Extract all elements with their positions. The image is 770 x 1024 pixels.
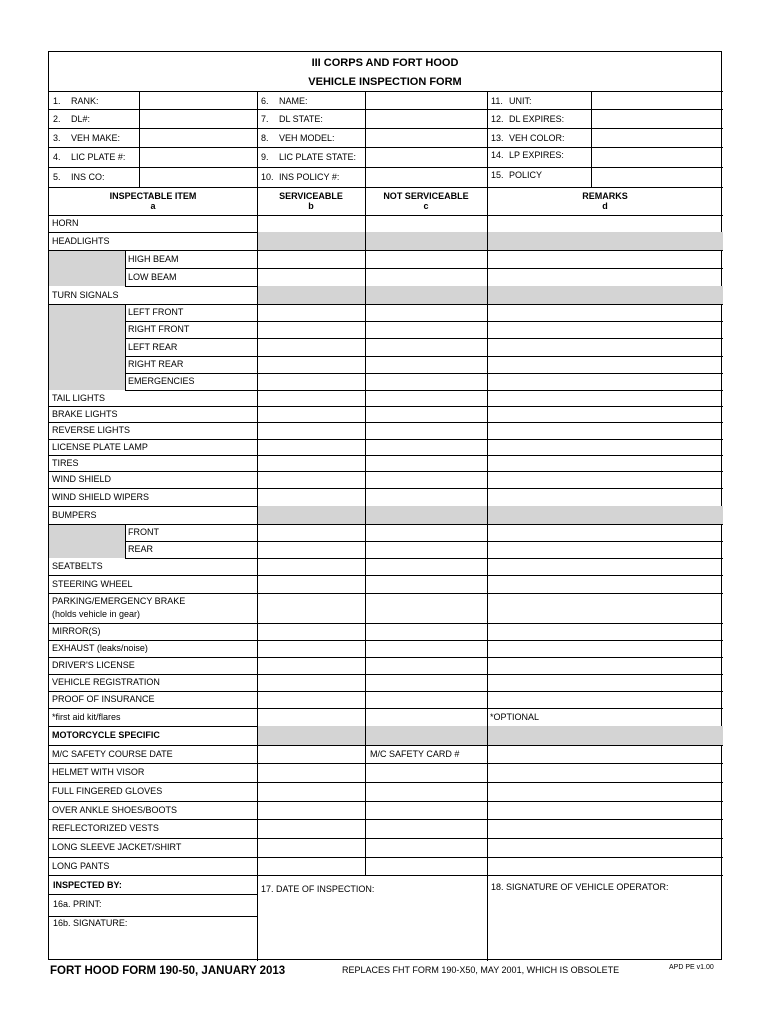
inspectable-item-label: EMERGENCIES [128, 376, 195, 386]
inspectable-item-label: HIGH BEAM [128, 253, 179, 264]
inspectable-item-label: STEERING WHEEL [52, 578, 133, 589]
remarks-field[interactable] [489, 784, 721, 799]
remarks-field[interactable] [489, 577, 721, 591]
not-serviceable-field[interactable] [367, 408, 485, 420]
inspectable-item-label: EXHAUST (leaks/noise) [52, 643, 148, 653]
not-serviceable-field[interactable] [367, 424, 485, 437]
serviceable-field[interactable] [259, 358, 363, 371]
field-number: 4. [53, 152, 61, 162]
serviceable-field[interactable] [259, 577, 363, 591]
group-row-shading [257, 506, 723, 524]
header-field-input[interactable] [367, 149, 485, 165]
remarks-field[interactable] [489, 424, 721, 437]
header-field-input[interactable] [141, 149, 255, 165]
inspectable-item-label: HORN [52, 218, 79, 228]
field-label: VEH COLOR: [509, 133, 565, 143]
field-number: 7. [261, 114, 269, 124]
inspectable-item-label: FRONT [128, 527, 159, 537]
field-number: 14. [491, 150, 504, 160]
remarks-field[interactable] [489, 543, 721, 556]
column-letter: c [423, 201, 429, 211]
remarks-field[interactable] [489, 560, 721, 573]
serviceable-field[interactable] [259, 659, 363, 672]
remarks-field[interactable] [489, 625, 721, 638]
form-number: FORT HOOD FORM 190-50, JANUARY 2013 [50, 965, 286, 977]
inspectable-item-label: FULL FINGERED GLOVES [52, 786, 163, 796]
replaces-notice: REPLACES FHT FORM 190-X50, MAY 2001, WHICH IS OBSOLETE [342, 965, 620, 975]
serviceable-field[interactable] [259, 457, 363, 469]
column-letter: b [308, 201, 314, 211]
operator-signature-field[interactable] [489, 896, 721, 959]
header-field-input[interactable] [367, 111, 485, 126]
not-serviceable-field[interactable] [367, 693, 485, 706]
serviceable-field[interactable] [259, 306, 363, 319]
remarks-field[interactable] [489, 765, 721, 780]
remarks-field[interactable] [489, 747, 721, 761]
remarks-field[interactable] [489, 473, 721, 486]
inspectable-item-label: VEHICLE REGISTRATION [52, 677, 160, 687]
serviceable-field[interactable] [259, 323, 363, 336]
column-header: NOT SERVICEABLE [383, 191, 469, 201]
header-field-input[interactable] [141, 130, 255, 145]
remarks-field[interactable] [489, 490, 721, 504]
serviceable-field[interactable] [259, 676, 363, 689]
field-label: NAME: [279, 96, 308, 106]
serviceable-field[interactable] [259, 784, 363, 799]
header-field-input[interactable] [141, 169, 255, 185]
inspectable-item-label: HEADLIGHTS [52, 235, 110, 246]
field-number: 1. [53, 96, 61, 106]
inspectable-item-label: MOTORCYCLE SPECIFIC [52, 730, 160, 740]
not-serviceable-field[interactable] [367, 821, 485, 836]
remark-note: *OPTIONAL [490, 711, 540, 722]
not-serviceable-field[interactable] [367, 217, 485, 230]
group-row-shading [257, 726, 723, 745]
not-serviceable-field[interactable] [367, 659, 485, 672]
inspectable-item-label: BUMPERS [52, 509, 97, 520]
field-number: 11. [491, 96, 503, 106]
serviceable-field[interactable] [259, 803, 363, 817]
column-header: REMARKS [582, 191, 628, 201]
inspectable-item-label: TURN SIGNALS [52, 289, 119, 300]
print-name-field[interactable] [123, 896, 255, 914]
field-label: POLICY [509, 170, 543, 180]
inspectable-item-note: (holds vehicle in gear) [52, 609, 141, 619]
not-serviceable-field[interactable] [367, 840, 485, 855]
field-label: DL#: [71, 114, 91, 124]
serviceable-field[interactable] [259, 625, 363, 638]
inspectable-item-label: *first aid kit/flares [52, 711, 121, 722]
print-label: 16a. PRINT: [53, 899, 102, 909]
remarks-field[interactable] [489, 306, 721, 319]
serviceable-field[interactable] [259, 526, 363, 539]
serviceable-field[interactable] [259, 693, 363, 706]
serviceable-field[interactable] [259, 392, 363, 404]
not-serviceable-field[interactable] [367, 676, 485, 689]
inspectable-item-label: PARKING/EMERGENCY BRAKE [52, 596, 186, 606]
header-field-input[interactable] [593, 93, 721, 107]
remarks-field[interactable] [489, 270, 721, 284]
inspectable-item-label: RIGHT REAR [128, 359, 184, 369]
inspectable-item-label: REFLECTORIZED VESTS [52, 823, 159, 833]
remarks-field[interactable] [489, 457, 721, 469]
not-serviceable-field[interactable] [367, 490, 485, 504]
remarks-field[interactable] [489, 340, 721, 354]
not-serviceable-field[interactable] [367, 642, 485, 655]
inspectable-item-label: SEATBELTS [52, 561, 103, 571]
header-field-input[interactable] [367, 130, 485, 145]
form-title-line-2: VEHICLE INSPECTION FORM [308, 76, 462, 88]
not-serviceable-field[interactable] [367, 625, 485, 638]
inspectable-item-label: WIND SHIELD [52, 474, 112, 484]
remarks-field[interactable] [489, 821, 721, 836]
column-header: SERVICEABLE [279, 191, 343, 201]
remarks-field[interactable] [489, 526, 721, 539]
sub-item-shading [49, 304, 125, 390]
column-letter: a [150, 201, 156, 211]
not-serviceable-field[interactable] [367, 270, 485, 284]
remarks-field[interactable] [489, 659, 721, 672]
inspectable-item-label: BRAKE LIGHTS [52, 408, 118, 419]
serviceable-field[interactable] [259, 840, 363, 855]
remarks-field[interactable] [489, 859, 721, 873]
serviceable-field[interactable] [259, 441, 363, 453]
serviceable-field[interactable] [259, 270, 363, 284]
field-label: DL STATE: [279, 114, 323, 124]
inspectable-item-label: LEFT REAR [128, 341, 178, 352]
not-serviceable-field[interactable] [367, 392, 485, 404]
inspectable-item-label: LICENSE PLATE LAMP [52, 441, 148, 452]
not-serviceable-field[interactable] [367, 859, 485, 873]
field-number: 6. [261, 96, 269, 106]
field-number: 9. [261, 152, 269, 162]
remarks-field[interactable] [489, 217, 721, 230]
inspectable-item-label: REAR [128, 544, 154, 554]
remarks-field[interactable] [489, 676, 721, 689]
field-number: 3. [53, 133, 61, 143]
serviceable-field[interactable] [259, 252, 363, 266]
not-serviceable-field[interactable] [367, 784, 485, 799]
serviceable-field[interactable] [259, 424, 363, 437]
field-number: 10. [261, 172, 274, 182]
header-field-input[interactable] [593, 130, 721, 145]
header-field-input[interactable] [141, 111, 255, 126]
field-number: 12. [491, 114, 504, 124]
serviceable-field[interactable] [259, 710, 363, 724]
sub-item-shading [49, 524, 125, 558]
inspectable-item-label: LONG PANTS [52, 860, 110, 871]
not-serviceable-field[interactable] [367, 441, 485, 453]
signature-label: 16b. SIGNATURE: [53, 918, 128, 928]
serviceable-field[interactable] [259, 543, 363, 556]
field-label: INS CO: [71, 172, 105, 182]
not-serviceable-field[interactable] [367, 710, 485, 724]
serviceable-field[interactable] [259, 217, 363, 230]
remarks-field[interactable] [489, 252, 721, 266]
column-header: INSPECTABLE ITEM [109, 191, 197, 201]
field-number: 15. [491, 170, 504, 180]
mc-safety-card-label: M/C SAFETY CARD # [370, 748, 460, 759]
remarks-field[interactable] [489, 710, 721, 724]
serviceable-field[interactable] [259, 859, 363, 873]
field-label: UNIT: [509, 96, 532, 106]
serviceable-field[interactable] [259, 473, 363, 486]
inspected-by-label: INSPECTED BY: [53, 880, 122, 890]
remarks-field[interactable] [489, 408, 721, 420]
remarks-field[interactable] [489, 323, 721, 336]
remarks-field[interactable] [489, 693, 721, 706]
column-letter: d [602, 201, 608, 211]
field-label: VEH MODEL: [279, 133, 335, 143]
inspectable-item-label: TIRES [52, 457, 79, 468]
inspectable-item-label: LOW BEAM [128, 271, 177, 282]
inspectable-item-label: LONG SLEEVE JACKET/SHIRT [52, 842, 182, 852]
not-serviceable-field[interactable] [367, 577, 485, 591]
field-number: 5. [53, 172, 61, 182]
remarks-field[interactable] [489, 358, 721, 371]
remarks-field[interactable] [489, 392, 721, 404]
not-serviceable-field[interactable] [367, 340, 485, 354]
inspectable-item-label: WIND SHIELD WIPERS [52, 491, 150, 502]
not-serviceable-field[interactable] [367, 252, 485, 266]
remarks-field[interactable] [489, 642, 721, 655]
not-serviceable-field[interactable] [367, 358, 485, 371]
not-serviceable-field[interactable] [367, 803, 485, 817]
serviceable-field[interactable] [259, 560, 363, 573]
not-serviceable-field[interactable] [367, 375, 485, 388]
vehicle-inspection-form [48, 51, 722, 960]
serviceable-field[interactable] [259, 340, 363, 354]
group-row-shading [257, 286, 723, 304]
remarks-field[interactable] [489, 375, 721, 388]
not-serviceable-field[interactable] [367, 473, 485, 486]
field-label: INS POLICY #: [279, 172, 340, 182]
header-field-input[interactable] [367, 93, 485, 107]
inspectable-item-label: PROOF OF INSURANCE [52, 694, 155, 704]
remarks-field[interactable] [489, 441, 721, 453]
not-serviceable-field[interactable] [367, 543, 485, 556]
field-label: VEH MAKE: [71, 133, 121, 143]
field-number: 13. [491, 133, 504, 143]
field-label: LP EXPIRES: [509, 150, 564, 160]
header-field-input[interactable] [367, 169, 485, 185]
inspectable-item-label: OVER ANKLE SHOES/BOOTS [52, 804, 178, 815]
header-field-input[interactable] [141, 93, 255, 107]
remarks-field[interactable] [489, 803, 721, 817]
field-number: 8. [261, 133, 269, 143]
inspector-signature-field[interactable] [51, 931, 255, 959]
operator-signature-label: 18. SIGNATURE OF VEHICLE OPERATOR: [491, 882, 669, 892]
not-serviceable-field[interactable] [367, 560, 485, 573]
date-of-inspection-field[interactable] [259, 898, 485, 959]
inspectable-item-label: MIRROR(S) [52, 626, 101, 636]
inspectable-item-label: RIGHT FRONT [128, 324, 190, 334]
inspectable-item-label: M/C SAFETY COURSE DATE [52, 748, 173, 759]
version-label: APD PE v1.00 [669, 964, 714, 971]
not-serviceable-field[interactable] [367, 457, 485, 469]
serviceable-field[interactable] [259, 375, 363, 388]
sub-item-shading [49, 250, 125, 286]
serviceable-field[interactable] [259, 595, 363, 621]
not-serviceable-field[interactable] [367, 323, 485, 336]
header-field-input[interactable] [593, 169, 721, 185]
field-label: LIC PLATE #: [71, 152, 126, 162]
serviceable-field[interactable] [259, 408, 363, 420]
not-serviceable-field[interactable] [367, 595, 485, 621]
inspectable-item-label: TAIL LIGHTS [52, 392, 106, 403]
field-number: 2. [53, 114, 61, 124]
serviceable-field[interactable] [259, 642, 363, 655]
serviceable-field[interactable] [259, 765, 363, 780]
serviceable-field[interactable] [259, 821, 363, 836]
inspectable-item-label: LEFT FRONT [128, 307, 184, 317]
field-label: DL EXPIRES: [509, 114, 565, 124]
remarks-field[interactable] [489, 595, 721, 621]
serviceable-field[interactable] [259, 490, 363, 504]
inspectable-item-label: HELMET WITH VISOR [52, 767, 145, 777]
not-serviceable-field[interactable] [367, 765, 485, 780]
field-label: RANK: [71, 96, 99, 106]
header-field-input[interactable] [593, 111, 721, 126]
not-serviceable-field[interactable] [367, 306, 485, 319]
field-label: LIC PLATE STATE: [279, 152, 357, 162]
inspectable-item-label: REVERSE LIGHTS [52, 425, 131, 435]
header-field-input[interactable] [593, 149, 721, 165]
date-of-inspection-label: 17. DATE OF INSPECTION: [261, 884, 375, 894]
serviceable-field[interactable] [259, 747, 363, 761]
inspectable-item-label: DRIVER'S LICENSE [52, 660, 135, 670]
not-serviceable-field[interactable] [367, 526, 485, 539]
form-title-line-1: III CORPS AND FORT HOOD [311, 57, 459, 69]
remarks-field[interactable] [489, 840, 721, 855]
group-row-shading [257, 232, 723, 250]
